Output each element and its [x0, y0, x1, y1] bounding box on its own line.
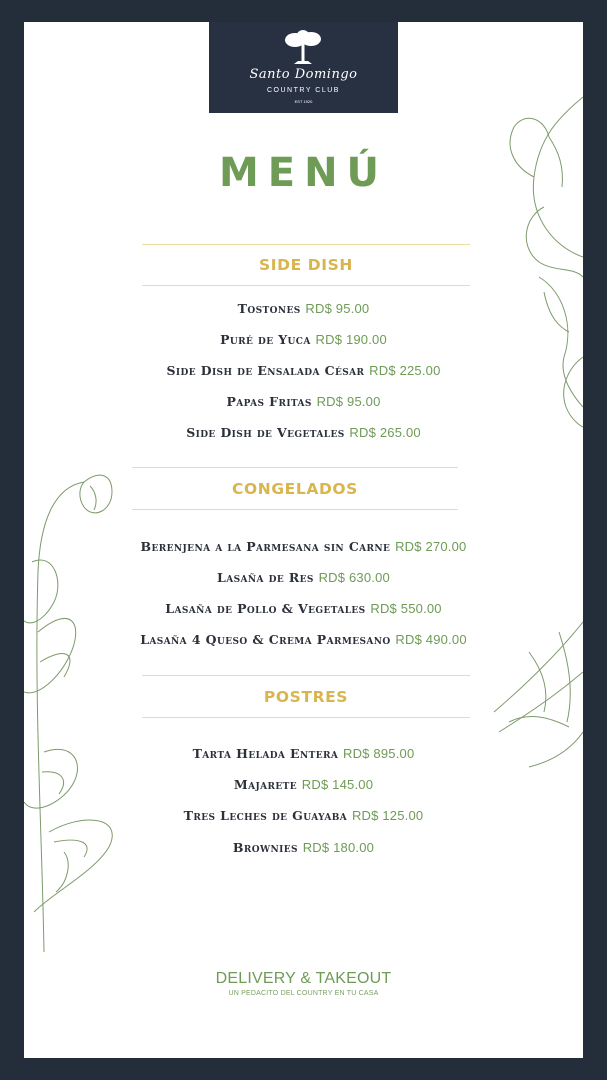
section-heading-label: CONGELADOS	[232, 480, 358, 498]
section-heading-postres	[142, 675, 470, 718]
section-heading-side-dish	[142, 244, 470, 286]
item-name: Tostones	[237, 301, 301, 316]
menu-item	[24, 394, 583, 409]
item-name: Tres Leches de Guayaba	[183, 808, 348, 823]
botanical-left-decoration	[24, 452, 134, 952]
menu-item	[24, 808, 583, 823]
menu-item	[24, 301, 583, 316]
footer-title: DELIVERY & TAKEOUT	[215, 970, 392, 987]
item-name: Side Dish de Ensalada César	[166, 363, 365, 378]
menu-item	[24, 777, 583, 792]
menu-item	[24, 539, 583, 554]
item-price: RD$ 95.00	[316, 394, 381, 409]
item-name: Berenjena a la Parmesana sin Carne	[140, 539, 391, 554]
item-price: RD$ 490.00	[395, 632, 467, 647]
item-price: RD$ 190.00	[315, 332, 387, 347]
menu-item	[24, 425, 583, 440]
item-name: Majarete	[233, 777, 297, 792]
menu-item	[24, 746, 583, 761]
section-heading-label: POSTRES	[263, 688, 349, 706]
item-price: RD$ 895.00	[343, 746, 415, 761]
item-name: Lasaña de Res	[217, 570, 314, 585]
logo-est-text: EST 1920	[294, 99, 313, 104]
item-price: RD$ 145.00	[301, 777, 374, 792]
footer-subtitle: UN PEDACITO DEL COUNTRY EN TU CASA	[228, 990, 379, 997]
item-price: RD$ 125.00	[351, 808, 424, 823]
item-name: Papas Fritas	[226, 394, 312, 409]
item-price: RD$ 550.00	[370, 601, 442, 616]
palm-tree-icon	[281, 30, 325, 66]
menu-item	[24, 570, 583, 585]
item-price: RD$ 265.00	[349, 425, 421, 440]
item-name: Tarta Helada Entera	[192, 746, 339, 761]
menu-item	[24, 632, 583, 647]
item-price: RD$ 180.00	[302, 840, 375, 855]
logo-script-text: Santo Domingo	[249, 67, 358, 82]
section-heading-congelados	[132, 467, 458, 510]
menu-page	[24, 22, 583, 1058]
item-price: RD$ 95.00	[305, 301, 370, 316]
menu-item	[24, 601, 583, 616]
item-name: Lasaña 4 Queso & Crema Parmesano	[140, 632, 391, 647]
menu-item	[24, 363, 583, 378]
item-price: RD$ 630.00	[318, 570, 390, 585]
item-price: RD$ 225.00	[369, 363, 441, 378]
item-price: RD$ 270.00	[395, 539, 467, 554]
item-name: Puré de Yuca	[220, 332, 311, 347]
item-name: Lasaña de Pollo & Vegetales	[165, 601, 366, 616]
item-name: Brownies	[232, 840, 298, 855]
menu-title: MENÚ	[218, 150, 389, 196]
menu-item	[24, 840, 583, 855]
logo-header	[209, 22, 398, 113]
logo-club-text: COUNTRY CLUB	[267, 87, 340, 94]
item-name: Side Dish de Vegetales	[186, 425, 345, 440]
menu-item	[24, 332, 583, 347]
section-heading-label: SIDE DISH	[259, 256, 353, 274]
